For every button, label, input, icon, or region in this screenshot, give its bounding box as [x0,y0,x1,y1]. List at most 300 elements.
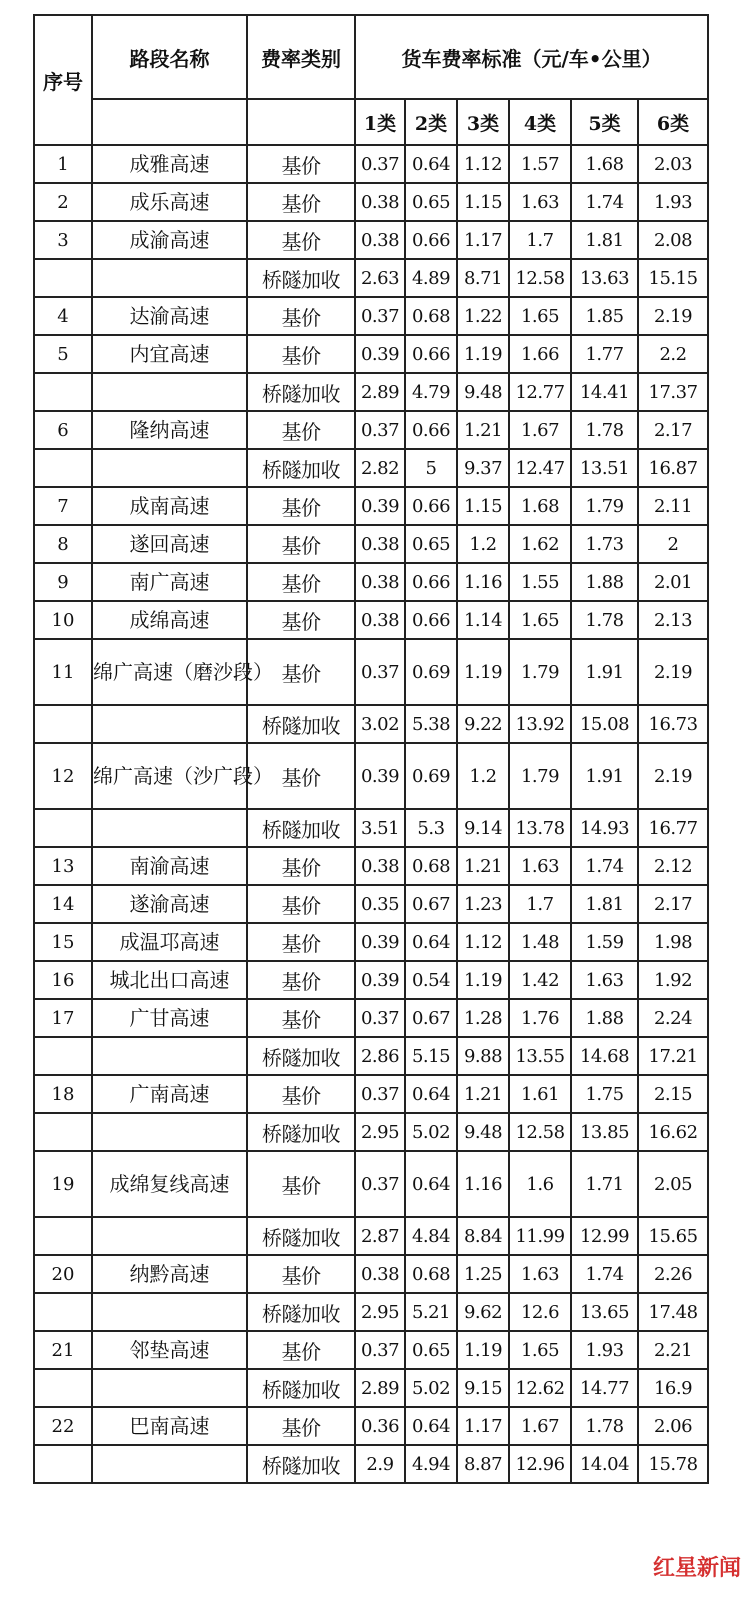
rate-class-3: 1.22 [457,297,509,335]
table-row [34,1369,708,1407]
road-name [92,1113,247,1151]
rate-class-4: 1.48 [509,923,571,961]
rate-class-2: 4.94 [405,1445,457,1483]
rate-class-3: 1.19 [457,335,509,373]
rate-type: 桥隧加收 [247,1037,355,1075]
rate-type: 基价 [247,923,355,961]
rate-class-5: 1.59 [571,923,638,961]
row-number [34,1217,92,1255]
rate-class-4: 1.79 [509,639,571,705]
row-number: 3 [34,221,92,259]
rate-class-4: 13.55 [509,1037,571,1075]
rate-class-4: 1.42 [509,961,571,999]
rate-class-6: 2.05 [638,1151,708,1217]
table-row [34,601,708,639]
rate-type: 桥隧加收 [247,1369,355,1407]
rate-class-5: 14.93 [571,809,638,847]
rate-class-4: 1.63 [509,1255,571,1293]
rate-class-5: 15.08 [571,705,638,743]
rate-class-6: 2.01 [638,563,708,601]
rate-class-4: 1.62 [509,525,571,563]
table-row [34,221,708,259]
row-number: 18 [34,1075,92,1113]
rate-class-5: 1.81 [571,885,638,923]
rate-class-2: 0.66 [405,563,457,601]
rate-class-2: 0.66 [405,335,457,373]
rate-class-4: 11.99 [509,1217,571,1255]
rate-class-5: 1.74 [571,1255,638,1293]
rate-class-2: 0.67 [405,999,457,1037]
rate-class-2: 0.64 [405,145,457,183]
rate-class-5: 1.74 [571,847,638,885]
rate-class-2: 5.21 [405,1293,457,1331]
header-type: 费率类别 [247,15,355,99]
rate-class-2: 5.38 [405,705,457,743]
rate-class-5: 1.75 [571,1075,638,1113]
rate-class-3: 1.21 [457,411,509,449]
rate-class-3: 9.14 [457,809,509,847]
rate-type: 基价 [247,1075,355,1113]
rate-class-4: 1.65 [509,1331,571,1369]
rate-class-1: 0.37 [355,411,405,449]
rate-class-2: 0.65 [405,1331,457,1369]
rate-class-5: 1.88 [571,563,638,601]
rate-class-6: 17.37 [638,373,708,411]
rate-type: 基价 [247,335,355,373]
rate-class-3: 1.21 [457,847,509,885]
rate-class-2: 5 [405,449,457,487]
rate-class-1: 0.35 [355,885,405,923]
rate-class-5: 1.91 [571,743,638,809]
table-row [34,1407,708,1445]
road-name: 成温邛高速 [92,923,247,961]
row-number: 9 [34,563,92,601]
road-name [92,373,247,411]
rate-class-6: 1.93 [638,183,708,221]
rate-class-6: 2.19 [638,639,708,705]
road-name: 成绵高速 [92,601,247,639]
rate-class-5: 1.91 [571,639,638,705]
rate-class-2: 0.64 [405,1151,457,1217]
row-number: 1 [34,145,92,183]
table-row [34,525,708,563]
road-name: 成南高速 [92,487,247,525]
rate-class-6: 2.24 [638,999,708,1037]
row-number: 6 [34,411,92,449]
rate-type: 基价 [247,297,355,335]
header-class-1: 1类 [355,99,405,145]
rate-class-6: 2.19 [638,297,708,335]
row-number [34,373,92,411]
table-row [34,1037,708,1075]
row-number: 7 [34,487,92,525]
road-name: 邻垫高速 [92,1331,247,1369]
rate-class-2: 5.02 [405,1113,457,1151]
rate-class-5: 1.88 [571,999,638,1037]
table-row [34,885,708,923]
rate-class-5: 1.73 [571,525,638,563]
rate-class-6: 17.48 [638,1293,708,1331]
road-name: 成雅高速 [92,145,247,183]
table-row [34,1113,708,1151]
rate-class-6: 2.11 [638,487,708,525]
table-row [34,1445,708,1483]
table-row [34,183,708,221]
road-name [92,1217,247,1255]
rate-class-4: 12.77 [509,373,571,411]
rate-class-6: 2.12 [638,847,708,885]
rate-type: 桥隧加收 [247,259,355,297]
table-row [34,923,708,961]
rate-class-6: 2.15 [638,1075,708,1113]
road-name [92,1445,247,1483]
road-name: 达渝高速 [92,297,247,335]
rate-class-2: 0.68 [405,1255,457,1293]
rate-type: 基价 [247,1151,355,1217]
row-number [34,1369,92,1407]
rate-class-3: 8.84 [457,1217,509,1255]
rate-class-3: 1.19 [457,961,509,999]
rate-class-4: 1.7 [509,885,571,923]
rate-class-4: 1.55 [509,563,571,601]
rate-type: 基价 [247,1255,355,1293]
rate-class-1: 0.39 [355,487,405,525]
table-row [34,743,708,809]
rate-class-3: 1.14 [457,601,509,639]
row-number: 17 [34,999,92,1037]
rate-type: 基价 [247,145,355,183]
rate-class-5: 1.78 [571,601,638,639]
row-number [34,1293,92,1331]
rate-class-1: 0.38 [355,1255,405,1293]
header-class-row [34,99,708,145]
rate-class-2: 4.84 [405,1217,457,1255]
rate-class-6: 16.9 [638,1369,708,1407]
rate-class-6: 15.65 [638,1217,708,1255]
row-number: 22 [34,1407,92,1445]
table-row [34,1255,708,1293]
header-rate: 货车费率标准（元/车•公里） [355,15,708,99]
table-row [34,999,708,1037]
rate-class-1: 0.38 [355,601,405,639]
rate-class-5: 13.51 [571,449,638,487]
road-name [92,1037,247,1075]
rate-type: 基价 [247,639,355,705]
rate-type: 基价 [247,1407,355,1445]
rate-type: 基价 [247,221,355,259]
rate-type: 桥隧加收 [247,373,355,411]
rate-class-5: 1.78 [571,411,638,449]
rate-class-1: 2.87 [355,1217,405,1255]
rate-type: 基价 [247,743,355,809]
rate-class-3: 9.88 [457,1037,509,1075]
rate-type: 基价 [247,525,355,563]
rate-type: 基价 [247,885,355,923]
rate-type: 桥隧加收 [247,1445,355,1483]
rate-class-4: 1.63 [509,847,571,885]
rate-class-3: 1.2 [457,743,509,809]
rate-class-1: 0.38 [355,847,405,885]
table-row [34,297,708,335]
rate-class-2: 0.69 [405,639,457,705]
road-name: 南广高速 [92,563,247,601]
row-number: 5 [34,335,92,373]
rate-class-6: 2.06 [638,1407,708,1445]
rate-class-5: 13.85 [571,1113,638,1151]
rate-class-5: 14.41 [571,373,638,411]
row-number: 2 [34,183,92,221]
rate-class-2: 0.65 [405,183,457,221]
rate-class-4: 1.68 [509,487,571,525]
road-name: 内宜高速 [92,335,247,373]
rate-class-3: 1.17 [457,1407,509,1445]
row-number [34,1037,92,1075]
rate-type: 基价 [247,1331,355,1369]
rate-class-4: 1.7 [509,221,571,259]
rate-class-2: 0.64 [405,923,457,961]
road-name: 成渝高速 [92,221,247,259]
rate-class-1: 0.37 [355,639,405,705]
rate-class-4: 1.65 [509,601,571,639]
rate-class-4: 1.79 [509,743,571,809]
table-row [34,847,708,885]
rate-type: 基价 [247,563,355,601]
table-row [34,1151,708,1217]
header-road: 路段名称 [92,15,247,99]
rate-class-6: 2 [638,525,708,563]
road-name: 隆纳高速 [92,411,247,449]
row-number: 15 [34,923,92,961]
table-row [34,705,708,743]
rate-class-1: 2.95 [355,1293,405,1331]
road-name: 城北出口高速 [92,961,247,999]
table-row [34,411,708,449]
rate-type: 基价 [247,183,355,221]
rate-class-1: 2.63 [355,259,405,297]
rate-class-2: 0.66 [405,221,457,259]
rate-class-4: 12.6 [509,1293,571,1331]
rate-type: 桥隧加收 [247,1293,355,1331]
rate-class-3: 1.15 [457,183,509,221]
rate-class-4: 12.96 [509,1445,571,1483]
rate-class-2: 0.65 [405,525,457,563]
rate-class-2: 0.64 [405,1075,457,1113]
rate-type: 基价 [247,411,355,449]
table-row [34,449,708,487]
header-no: 序号 [34,15,92,145]
rate-class-5: 13.63 [571,259,638,297]
table-row [34,1293,708,1331]
rate-class-4: 1.66 [509,335,571,373]
rate-class-4: 12.58 [509,259,571,297]
rate-class-2: 0.67 [405,885,457,923]
rate-class-6: 16.77 [638,809,708,847]
rate-class-4: 12.62 [509,1369,571,1407]
rate-class-5: 14.04 [571,1445,638,1483]
rate-class-3: 1.25 [457,1255,509,1293]
header-row [34,15,708,99]
rate-class-4: 13.92 [509,705,571,743]
rate-class-3: 1.17 [457,221,509,259]
road-name: 巴南高速 [92,1407,247,1445]
rate-class-1: 0.37 [355,1151,405,1217]
rate-class-3: 1.15 [457,487,509,525]
rate-class-3: 1.12 [457,923,509,961]
rate-class-6: 1.92 [638,961,708,999]
rate-class-1: 2.95 [355,1113,405,1151]
rate-class-1: 0.38 [355,221,405,259]
rate-type: 桥隧加收 [247,809,355,847]
rate-class-4: 1.57 [509,145,571,183]
rate-class-5: 12.99 [571,1217,638,1255]
rate-type: 基价 [247,961,355,999]
header-road-blank [92,99,247,145]
rate-class-1: 0.38 [355,525,405,563]
road-name: 成乐高速 [92,183,247,221]
road-name: 遂渝高速 [92,885,247,923]
rate-class-5: 1.77 [571,335,638,373]
rate-class-1: 0.37 [355,999,405,1037]
rate-class-3: 9.22 [457,705,509,743]
row-number: 20 [34,1255,92,1293]
rate-type: 桥隧加收 [247,705,355,743]
rate-class-1: 2.89 [355,373,405,411]
header-class-2: 2类 [405,99,457,145]
road-name [92,259,247,297]
row-number: 4 [34,297,92,335]
rate-class-3: 1.16 [457,563,509,601]
rate-class-1: 0.39 [355,923,405,961]
rate-class-4: 1.6 [509,1151,571,1217]
rate-class-1: 2.9 [355,1445,405,1483]
header-class-4: 4类 [509,99,571,145]
rate-class-2: 5.3 [405,809,457,847]
row-number: 8 [34,525,92,563]
row-number: 12 [34,743,92,809]
road-name [92,705,247,743]
road-name [92,809,247,847]
rate-class-5: 14.77 [571,1369,638,1407]
rate-class-3: 1.16 [457,1151,509,1217]
road-name: 纳黔高速 [92,1255,247,1293]
rate-class-1: 2.86 [355,1037,405,1075]
table-row [34,961,708,999]
rate-class-4: 13.78 [509,809,571,847]
road-name: 南渝高速 [92,847,247,885]
rate-class-5: 1.81 [571,221,638,259]
rate-class-2: 5.02 [405,1369,457,1407]
table-row [34,639,708,705]
road-name: 广甘高速 [92,999,247,1037]
rate-class-5: 1.63 [571,961,638,999]
row-number [34,705,92,743]
rate-class-1: 0.37 [355,145,405,183]
rate-class-6: 2.21 [638,1331,708,1369]
rate-type: 基价 [247,487,355,525]
row-number [34,1113,92,1151]
header-class-5: 5类 [571,99,638,145]
rate-class-3: 8.71 [457,259,509,297]
rate-class-1: 2.82 [355,449,405,487]
rate-class-2: 0.66 [405,487,457,525]
rate-class-3: 9.48 [457,373,509,411]
rate-class-3: 9.62 [457,1293,509,1331]
table-row [34,563,708,601]
table-row [34,259,708,297]
road-name: 广南高速 [92,1075,247,1113]
table-row [34,335,708,373]
rate-class-3: 9.48 [457,1113,509,1151]
rate-class-1: 0.36 [355,1407,405,1445]
rate-class-4: 12.47 [509,449,571,487]
rate-class-2: 0.69 [405,743,457,809]
rate-class-5: 14.68 [571,1037,638,1075]
row-number [34,809,92,847]
rate-class-6: 2.17 [638,411,708,449]
header-class-3: 3类 [457,99,509,145]
toll-rate-table [33,14,709,1484]
rate-class-2: 0.66 [405,601,457,639]
rate-class-3: 1.19 [457,1331,509,1369]
table-row [34,809,708,847]
rate-class-1: 0.37 [355,1075,405,1113]
rate-class-6: 1.98 [638,923,708,961]
rate-class-3: 1.21 [457,1075,509,1113]
table-row [34,1331,708,1369]
road-name: 遂回高速 [92,525,247,563]
table-row [34,373,708,411]
rate-class-3: 8.87 [457,1445,509,1483]
rate-class-6: 15.78 [638,1445,708,1483]
row-number: 16 [34,961,92,999]
rate-type: 基价 [247,847,355,885]
rate-class-4: 1.61 [509,1075,571,1113]
watermark-logo [653,1551,741,1582]
rate-class-1: 0.39 [355,335,405,373]
rate-class-5: 1.74 [571,183,638,221]
row-number: 19 [34,1151,92,1217]
rate-class-4: 1.67 [509,1407,571,1445]
watermark-text: 红星新闻 [652,1556,741,1581]
rate-class-6: 2.03 [638,145,708,183]
rate-class-1: 0.37 [355,1331,405,1369]
rate-class-1: 0.39 [355,961,405,999]
road-name: 成绵复线高速 [92,1151,247,1217]
row-number: 11 [34,639,92,705]
rate-class-6: 2.08 [638,221,708,259]
rate-class-3: 1.19 [457,639,509,705]
rate-class-2: 4.89 [405,259,457,297]
rate-class-3: 1.23 [457,885,509,923]
rate-class-2: 0.64 [405,1407,457,1445]
rate-class-6: 2.17 [638,885,708,923]
rate-class-5: 1.85 [571,297,638,335]
rate-class-4: 1.76 [509,999,571,1037]
rate-class-6: 2.19 [638,743,708,809]
road-name [92,1369,247,1407]
rate-class-1: 0.39 [355,743,405,809]
header-type-blank [247,99,355,145]
rate-type: 桥隧加收 [247,1217,355,1255]
rate-class-3: 1.28 [457,999,509,1037]
row-number [34,259,92,297]
rate-class-1: 3.02 [355,705,405,743]
row-number [34,1445,92,1483]
rate-class-5: 1.71 [571,1151,638,1217]
rate-class-5: 1.68 [571,145,638,183]
header-class-6: 6类 [638,99,708,145]
row-number: 14 [34,885,92,923]
